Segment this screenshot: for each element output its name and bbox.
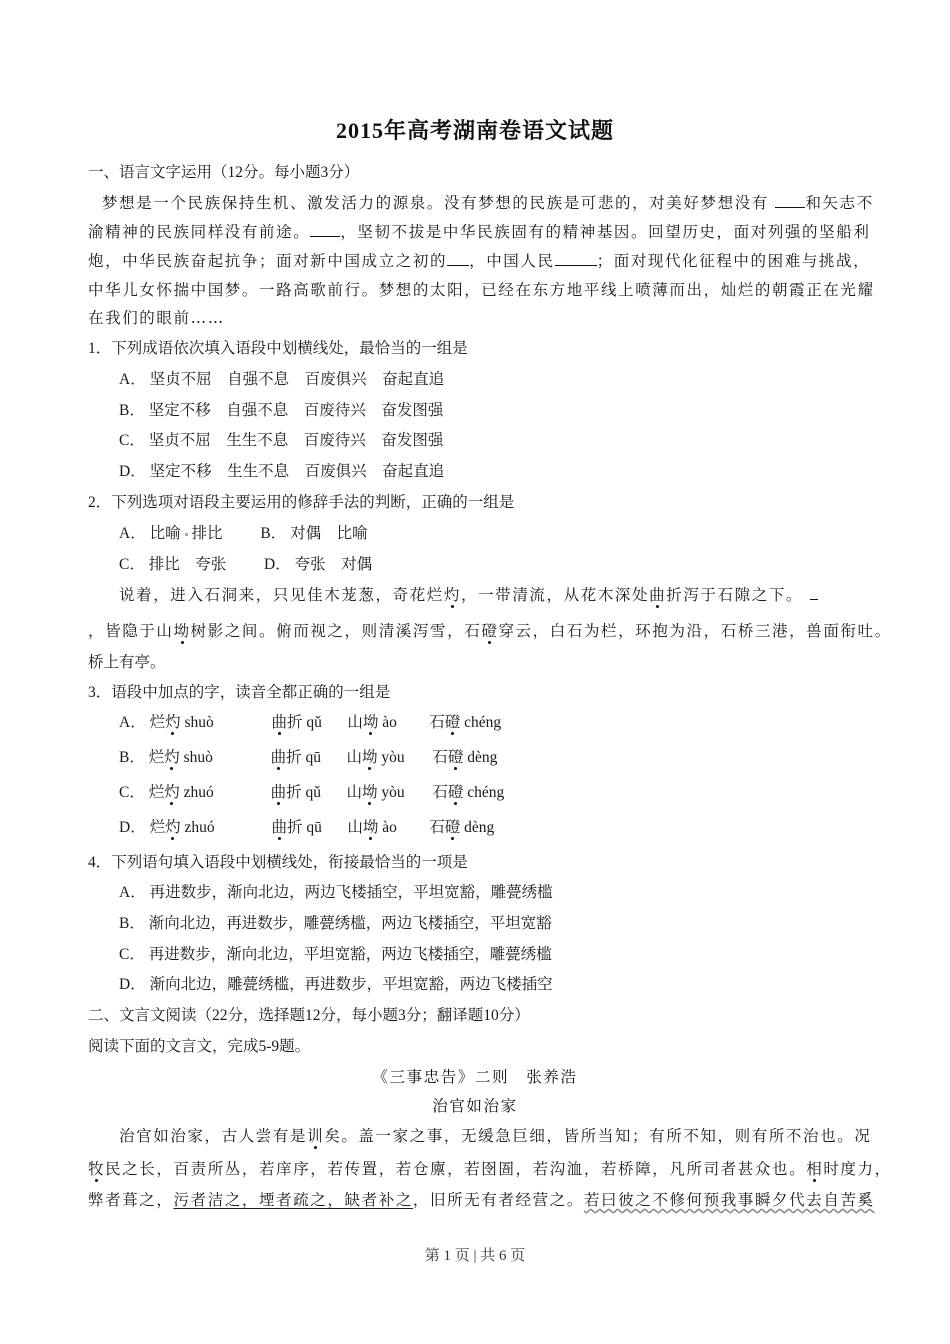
question-1-option-d[interactable]: D． 坚定不移 生生不息 百废俱兴 奋起直追 [119, 463, 445, 480]
passage1-line-4: 中华儿女怀揣中国梦。一路高歌前行。梦想的太阳，已经在东方地平线上喷薄而出，灿烂的朝霞正在光耀 [88, 281, 875, 299]
dotted-char: 训 [307, 1127, 325, 1145]
question-2-option-b[interactable]: B． 对偶 比喻 [260, 525, 368, 542]
passage1-line-2: 渝精神的民族同样没有前途。 ，坚韧不拔是中华民族固有的精神基因。回望历史，面对列强的坚船利 [88, 223, 871, 241]
blank-4 [555, 253, 597, 266]
passage2-line-1: 说着，进入石洞来，只见佳木茏葱，奇花烂灼，一带清流，从花木深处曲折泻于石隙之下。 [119, 583, 818, 605]
underlined-sentence: 污者洁之，堙者疏之，缺者补之 [173, 1191, 413, 1209]
question-3-option-d[interactable]: D． 烂灼 zhuó 曲折 qū 山坳 ào 石磴 dèng [119, 819, 495, 836]
subtitle: 治官如治家 [432, 1097, 518, 1115]
blank-3 [447, 253, 469, 266]
question-1-option-a[interactable]: A． 坚贞不屈 自强不息 百废俱兴 奋起直追 [119, 371, 445, 388]
blank-2 [310, 224, 340, 237]
question-2-option-a[interactable]: A． 比喻 排比 [119, 525, 223, 542]
classical-para-line-2: 牧民之长，百责所丛，若庠序，若传置，若仓廪，若囹圄，若沟洫，若桥障，凡所司者甚众也。相时度力， [88, 1160, 892, 1178]
question-3-option-a[interactable]: A． 烂灼 shuò 曲折 qǔ 山坳 ào 石磴 chéng [119, 714, 502, 731]
section2-heading: 二、文言文阅读（22分，选择题12分，每小题3分；翻译题10分） [88, 1007, 530, 1024]
passage2-line-3: 桥上有亭。 [88, 654, 166, 671]
dotted-char: 磴 [481, 622, 499, 640]
question-1-stem: 1．下列成语依次填入语段中划横线处，最恰当的一组是 [88, 340, 468, 357]
dotted-char: 坳 [173, 622, 191, 640]
question-4-option-b[interactable]: B． 渐向北边，再进数步，雕甍绣槛，两边飞楼插空，平坦宽豁 [119, 915, 552, 932]
question-3-option-c[interactable]: C． 烂灼 zhuó 曲折 qǔ 山坳 yòu 石磴 chéng [119, 784, 505, 801]
question-1-option-b[interactable]: B． 坚定不移 自强不息 百废待兴 奋发图强 [119, 402, 444, 419]
page-footer: 第 1 页 | 共 6 页 [424, 1248, 526, 1264]
question-4-option-a[interactable]: A． 再进数步，渐向北边，两边飞楼插空，平坦宽豁，雕甍绣槛 [119, 884, 553, 901]
dotted-char: 灼 [443, 586, 462, 604]
page-title: 2015年高考湖南卷语文试题 [335, 118, 614, 143]
question-3-option-b[interactable]: B． 烂灼 shuò 曲折 qū 山坳 yòu 石磴 dèng [119, 749, 498, 766]
blank-1 [775, 195, 805, 208]
passage1-line-3: 炮，中华民族奋起抗争；面对新中国成立之初的 ，中国人民 ；面对现代化征程中的困难与挑战， [88, 252, 871, 270]
question-2-options-row-1 [119, 521, 368, 543]
question-2-option-c[interactable]: C． 排比 夸张 [119, 556, 227, 573]
passage1-line-5: 在我们的眼前…… [88, 309, 225, 327]
wavy-underlined-sentence: 若曰彼之不修何预我事瞬夕代去自苦奚 [583, 1191, 875, 1209]
blank-5 [810, 587, 818, 600]
stray-mark [185, 533, 188, 536]
section2-instruction: 阅读下面的文言文，完成5-9题。 [88, 1038, 311, 1055]
passage1-line-1: 梦想是一个民族保持生机、激发活力的源泉。没有梦想的民族是可悲的，对美好梦想没有 和矢志不 [102, 194, 874, 212]
question-1-option-c[interactable]: C． 坚贞不屈 生生不息 百废待兴 奋发图强 [119, 432, 444, 449]
question-2-option-d[interactable]: D． 夸张 对偶 [264, 556, 373, 573]
dotted-char: 相 [806, 1160, 824, 1178]
section1-heading: 一、语言文字运用（12分。每小题3分） [88, 164, 360, 181]
classical-para-line-1: 治官如治家，古人尝有是训矣。盖一家之事，无缓急巨细，皆所当知；有所不知，则有所不治也。况 [119, 1127, 872, 1145]
question-2-stem: 2．下列选项对语段主要运用的修辞手法的判断，正确的一组是 [88, 494, 515, 511]
question-4-stem: 4．下列语句填入语段中划横线处，衔接最恰当的一项是 [88, 854, 468, 871]
question-4-option-c[interactable]: C． 再进数步，渐向北边，平坦宽豁，两边飞楼插空，雕甍绣槛 [119, 946, 552, 963]
dotted-char: 曲 [649, 586, 667, 604]
question-3-stem: 3．语段中加点的字，读音全都正确的一组是 [88, 684, 391, 701]
question-2-options-row-2 [119, 552, 372, 574]
question-4-option-d[interactable]: D． 渐向北边，雕甍绣槛，再进数步，平坦宽豁，两边飞楼插空 [119, 976, 553, 993]
passage2-line-2: ，皆隐于山坳树影之间。俯而视之，则清溪泻雪，石磴穿云，白石为栏，环抱为沿，石桥三港，兽面衔吐。 [88, 622, 892, 640]
classical-para-line-3: 弊者葺之，污者洁之，堙者疏之，缺者补之，旧所无有者经营之。若曰彼之不修何预我事瞬夕代去自苦奚 [88, 1191, 875, 1209]
work-title: 《三事忠告》二则 张养浩 [372, 1068, 578, 1086]
dotted-char: 牧 [88, 1160, 106, 1178]
